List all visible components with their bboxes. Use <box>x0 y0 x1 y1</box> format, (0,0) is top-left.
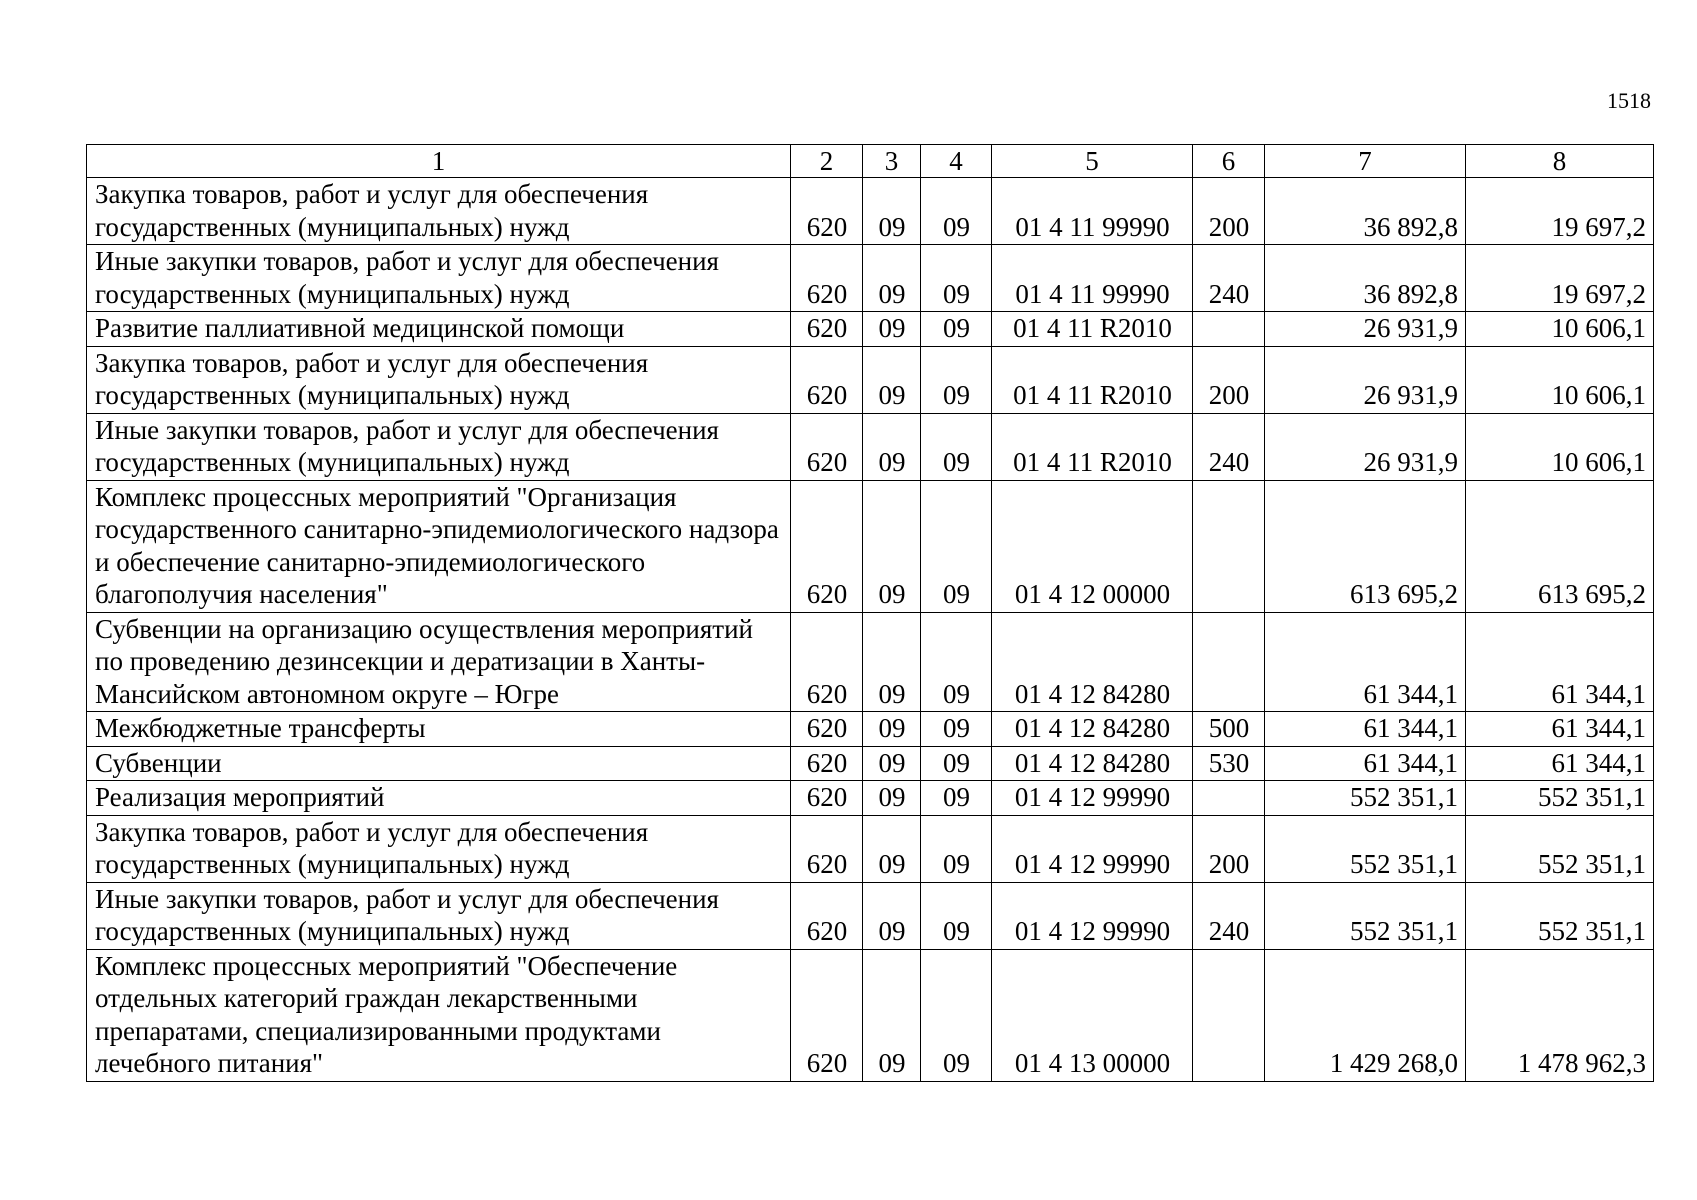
column-header: 6 <box>1193 145 1265 178</box>
budget-table <box>86 144 1654 1082</box>
subsection-code: 09 <box>921 815 992 882</box>
section-code: 09 <box>863 815 921 882</box>
target-article-code: 01 4 12 84280 <box>992 746 1193 781</box>
amount-col-7: 552 351,1 <box>1265 781 1466 816</box>
target-article-code: 01 4 11 R2010 <box>992 312 1193 347</box>
table-row <box>87 712 1654 747</box>
target-article-code: 01 4 12 99990 <box>992 882 1193 949</box>
subsection-code: 09 <box>921 612 992 712</box>
ministry-code: 620 <box>791 712 863 747</box>
expense-type-code: 240 <box>1193 882 1265 949</box>
amount-col-7: 26 931,9 <box>1265 413 1466 480</box>
ministry-code: 620 <box>791 346 863 413</box>
expense-type-code: 200 <box>1193 815 1265 882</box>
subsection-code: 09 <box>921 781 992 816</box>
column-header: 3 <box>863 145 921 178</box>
expense-type-code <box>1193 781 1265 816</box>
expense-type-code: 240 <box>1193 245 1265 312</box>
section-code: 09 <box>863 178 921 245</box>
target-article-code: 01 4 11 R2010 <box>992 346 1193 413</box>
table-row <box>87 815 1654 882</box>
amount-col-7: 1 429 268,0 <box>1265 949 1466 1081</box>
expense-type-code: 530 <box>1193 746 1265 781</box>
ministry-code: 620 <box>791 413 863 480</box>
amount-col-7: 36 892,8 <box>1265 178 1466 245</box>
target-article-code: 01 4 12 84280 <box>992 712 1193 747</box>
column-header: 1 <box>87 145 791 178</box>
column-header: 5 <box>992 145 1193 178</box>
amount-col-7: 61 344,1 <box>1265 612 1466 712</box>
amount-col-7: 61 344,1 <box>1265 712 1466 747</box>
table-row <box>87 612 1654 712</box>
amount-col-7: 552 351,1 <box>1265 815 1466 882</box>
row-description: Субвенции <box>87 746 791 781</box>
amount-col-7: 613 695,2 <box>1265 480 1466 612</box>
subsection-code: 09 <box>921 245 992 312</box>
subsection-code: 09 <box>921 178 992 245</box>
amount-col-7: 26 931,9 <box>1265 312 1466 347</box>
subsection-code: 09 <box>921 312 992 347</box>
column-header: 2 <box>791 145 863 178</box>
amount-col-8: 1 478 962,3 <box>1466 949 1654 1081</box>
table-row <box>87 480 1654 612</box>
row-description: Закупка товаров, работ и услуг для обеспечения государственных (муниципальных) нужд <box>87 346 791 413</box>
row-description: Иные закупки товаров, работ и услуг для обеспечения государственных (муниципальных) нужд <box>87 413 791 480</box>
amount-col-8: 552 351,1 <box>1466 882 1654 949</box>
amount-col-8: 10 606,1 <box>1466 312 1654 347</box>
amount-col-8: 61 344,1 <box>1466 746 1654 781</box>
table-header-row <box>87 145 1654 178</box>
row-description: Закупка товаров, работ и услуг для обеспечения государственных (муниципальных) нужд <box>87 178 791 245</box>
table-row <box>87 781 1654 816</box>
section-code: 09 <box>863 346 921 413</box>
table-row <box>87 949 1654 1081</box>
row-description: Развитие паллиативной медицинской помощи <box>87 312 791 347</box>
expense-type-code <box>1193 949 1265 1081</box>
section-code: 09 <box>863 781 921 816</box>
section-code: 09 <box>863 746 921 781</box>
page-number: 1518 <box>1607 88 1651 113</box>
amount-col-8: 552 351,1 <box>1466 815 1654 882</box>
section-code: 09 <box>863 712 921 747</box>
amount-col-7: 552 351,1 <box>1265 882 1466 949</box>
table-row <box>87 746 1654 781</box>
row-description: Реализация мероприятий <box>87 781 791 816</box>
amount-col-8: 19 697,2 <box>1466 178 1654 245</box>
ministry-code: 620 <box>791 815 863 882</box>
target-article-code: 01 4 13 00000 <box>992 949 1193 1081</box>
target-article-code: 01 4 11 99990 <box>992 178 1193 245</box>
expense-type-code <box>1193 480 1265 612</box>
subsection-code: 09 <box>921 949 992 1081</box>
table-row <box>87 413 1654 480</box>
table-row <box>87 312 1654 347</box>
expense-type-code: 200 <box>1193 178 1265 245</box>
ministry-code: 620 <box>791 178 863 245</box>
subsection-code: 09 <box>921 712 992 747</box>
subsection-code: 09 <box>921 882 992 949</box>
section-code: 09 <box>863 949 921 1081</box>
target-article-code: 01 4 12 84280 <box>992 612 1193 712</box>
ministry-code: 620 <box>791 480 863 612</box>
expense-type-code: 200 <box>1193 346 1265 413</box>
table-row <box>87 245 1654 312</box>
column-header: 4 <box>921 145 992 178</box>
column-header: 8 <box>1466 145 1654 178</box>
ministry-code: 620 <box>791 312 863 347</box>
section-code: 09 <box>863 612 921 712</box>
target-article-code: 01 4 12 00000 <box>992 480 1193 612</box>
subsection-code: 09 <box>921 413 992 480</box>
row-description: Субвенции на организацию осуществления мероприятий по проведению дезинсекции и дератизации в Ханты-Мансийском автономном округе – Югре <box>87 612 791 712</box>
amount-col-8: 61 344,1 <box>1466 712 1654 747</box>
ministry-code: 620 <box>791 781 863 816</box>
row-description: Закупка товаров, работ и услуг для обеспечения государственных (муниципальных) нужд <box>87 815 791 882</box>
target-article-code: 01 4 12 99990 <box>992 781 1193 816</box>
amount-col-8: 10 606,1 <box>1466 346 1654 413</box>
column-header: 7 <box>1265 145 1466 178</box>
amount-col-8: 613 695,2 <box>1466 480 1654 612</box>
row-description: Иные закупки товаров, работ и услуг для обеспечения государственных (муниципальных) нужд <box>87 245 791 312</box>
target-article-code: 01 4 12 99990 <box>992 815 1193 882</box>
amount-col-8: 10 606,1 <box>1466 413 1654 480</box>
expense-type-code <box>1193 312 1265 347</box>
section-code: 09 <box>863 480 921 612</box>
ministry-code: 620 <box>791 949 863 1081</box>
amount-col-8: 552 351,1 <box>1466 781 1654 816</box>
section-code: 09 <box>863 882 921 949</box>
table-row <box>87 346 1654 413</box>
table-row <box>87 882 1654 949</box>
subsection-code: 09 <box>921 346 992 413</box>
expense-type-code: 240 <box>1193 413 1265 480</box>
amount-col-7: 36 892,8 <box>1265 245 1466 312</box>
expense-type-code <box>1193 612 1265 712</box>
amount-col-7: 61 344,1 <box>1265 746 1466 781</box>
section-code: 09 <box>863 245 921 312</box>
ministry-code: 620 <box>791 245 863 312</box>
target-article-code: 01 4 11 R2010 <box>992 413 1193 480</box>
section-code: 09 <box>863 413 921 480</box>
ministry-code: 620 <box>791 882 863 949</box>
row-description: Комплекс процессных мероприятий "Обеспечение отдельных категорий граждан лекарственными препаратами, специализированными продуктами лечебного питания" <box>87 949 791 1081</box>
subsection-code: 09 <box>921 746 992 781</box>
amount-col-7: 26 931,9 <box>1265 346 1466 413</box>
target-article-code: 01 4 11 99990 <box>992 245 1193 312</box>
expense-type-code: 500 <box>1193 712 1265 747</box>
row-description: Иные закупки товаров, работ и услуг для обеспечения государственных (муниципальных) нужд <box>87 882 791 949</box>
subsection-code: 09 <box>921 480 992 612</box>
amount-col-8: 61 344,1 <box>1466 612 1654 712</box>
table-row <box>87 178 1654 245</box>
section-code: 09 <box>863 312 921 347</box>
row-description: Комплекс процессных мероприятий "Организация государственного санитарно-эпидемиологического надзора и обеспечение санитарно-эпидемиологического благополучия населения" <box>87 480 791 612</box>
ministry-code: 620 <box>791 612 863 712</box>
ministry-code: 620 <box>791 746 863 781</box>
row-description: Межбюджетные трансферты <box>87 712 791 747</box>
amount-col-8: 19 697,2 <box>1466 245 1654 312</box>
